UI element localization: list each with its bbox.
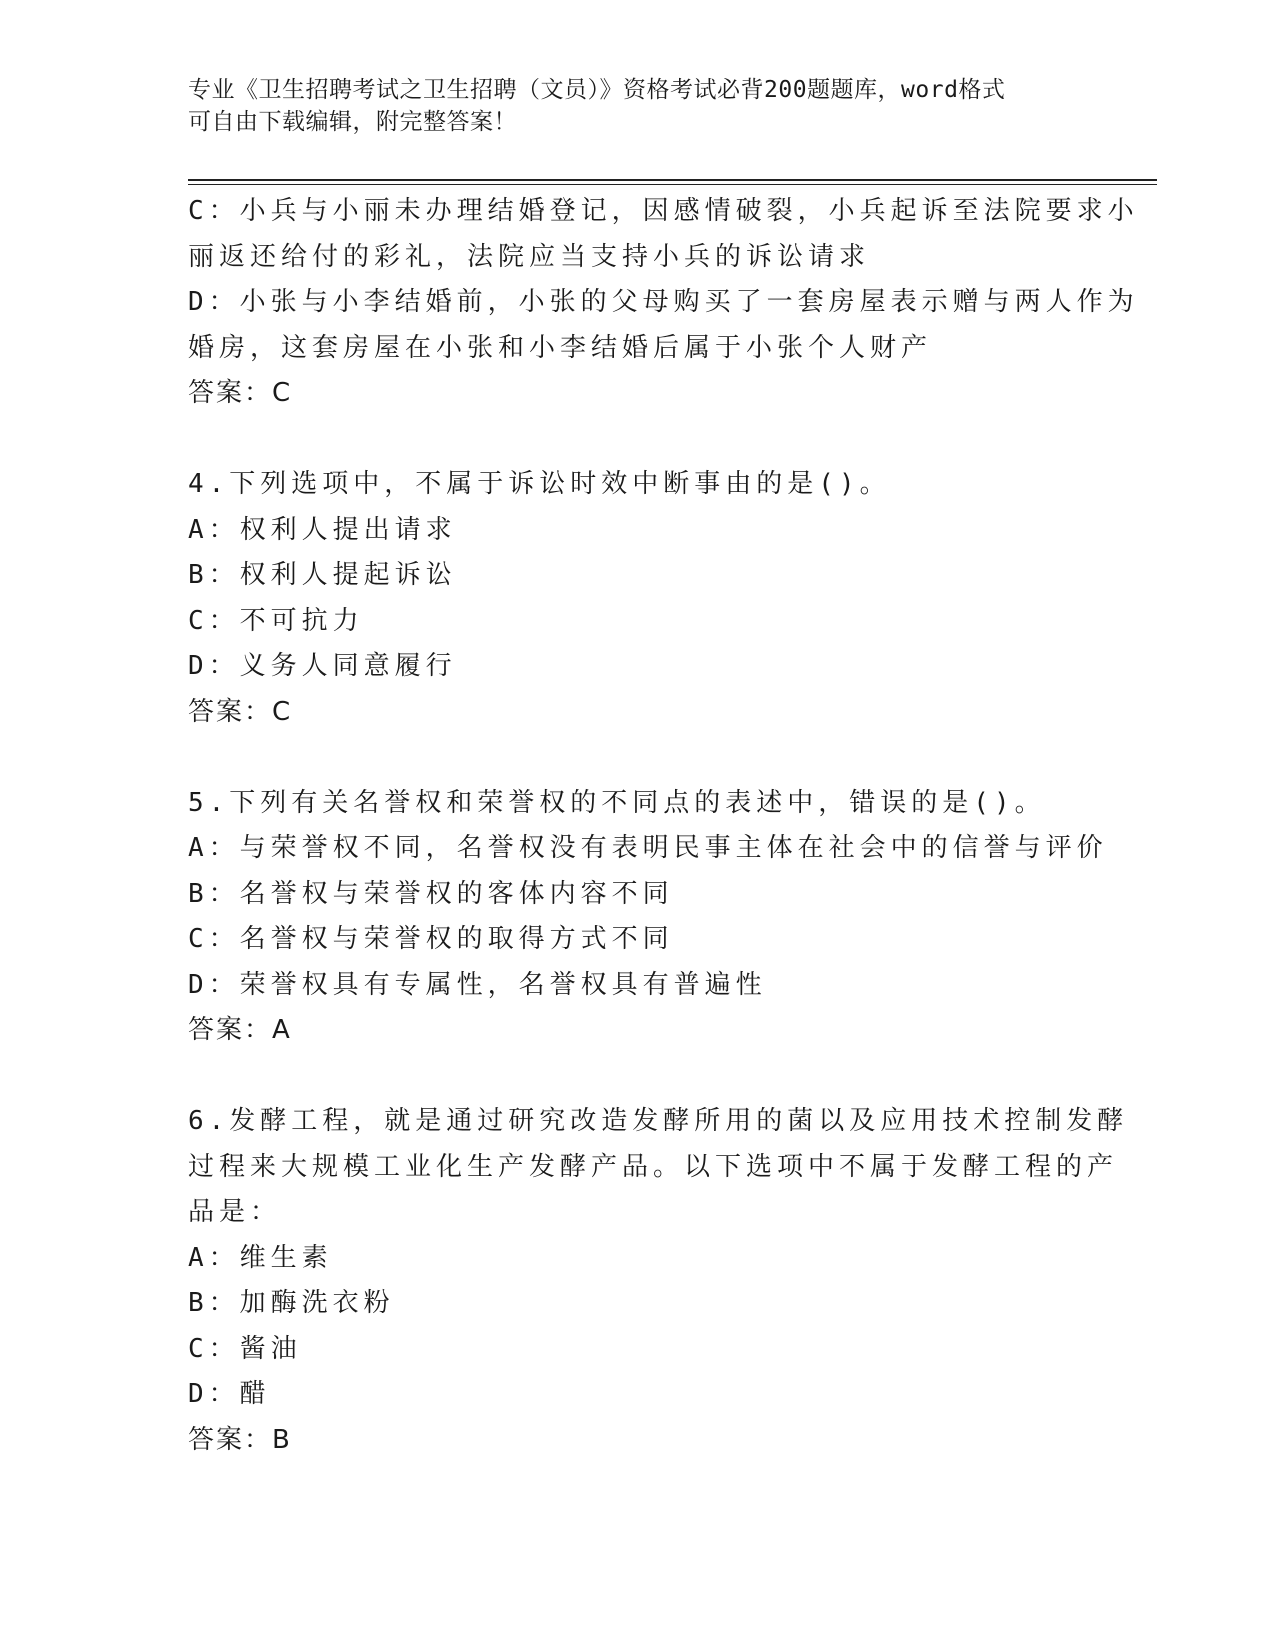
option-b: B：加酶洗衣粉 [188,1288,395,1318]
option-d: D：荣誉权具有专属性，名誉权具有普遍性 [188,969,767,1000]
question-stem: 5.下列有关名誉权和荣誉权的不同点的表述中，错误的是()。 [188,787,1046,818]
option-b: B：权利人提起诉讼 [188,560,457,590]
option-c-line-1: C：小兵与小丽未办理结婚登记，因感情破裂，小兵起诉至法院要求小 [188,196,1139,226]
option-a: A：权利人提出请求 [188,514,457,545]
question-stem: 4.下列选项中，不属于诉讼时效中断事由的是()。 [188,469,891,499]
answer: 答案：C [188,696,293,727]
header-line-2: 可自由下载编辑，附完整答案！ [188,109,517,135]
answer: 答案：A [188,1015,292,1045]
question-stem-line-3: 品是： [188,1197,282,1227]
option-c: C：名誉权与荣誉权的取得方式不同 [188,924,674,954]
answer: 答案：B [188,1424,292,1455]
question-3-continued [188,189,1139,417]
document-body [188,189,1139,1463]
option-c-line-2: 丽返还给付的彩礼，法院应当支持小兵的诉讼请求 [188,241,871,272]
option-d: D：醋 [188,1379,271,1409]
question-6 [188,1099,1129,1463]
option-b: B：名誉权与荣誉权的客体内容不同 [188,878,674,909]
header-divider-thin [188,184,1157,185]
question-4 [188,462,1088,735]
option-c: C：不可抗力 [188,605,364,636]
question-5 [188,781,1108,1054]
option-c: C：酱油 [188,1333,302,1364]
header-divider-thick [188,179,1157,181]
answer: 答案：C [188,378,293,408]
option-a: A：维生素 [188,1242,333,1273]
header-line-1: 专业《卫生招聘考试之卫生招聘（文员）》资格考试必背200题题库，word格式 [188,77,1006,103]
question-stem-line-2: 过程来大规模工业化生产发酵产品。以下选项中不属于发酵工程的产 [188,1151,1119,1182]
option-d-line-2: 婚房，这套房屋在小张和小李结婚后属于小张个人财产 [188,332,933,363]
option-a: A：与荣誉权不同，名誉权没有表明民事主体在社会中的信誉与评价 [188,833,1108,863]
option-d-line-1: D：小张与小李结婚前，小张的父母购买了一套房屋表示赠与两人作为 [188,287,1139,317]
option-d: D：义务人同意履行 [188,651,457,681]
document-header [188,74,1068,138]
question-stem-line-1: 6.发酵工程，就是通过研究改造发酵所用的菌以及应用技术控制发酵 [188,1106,1129,1136]
